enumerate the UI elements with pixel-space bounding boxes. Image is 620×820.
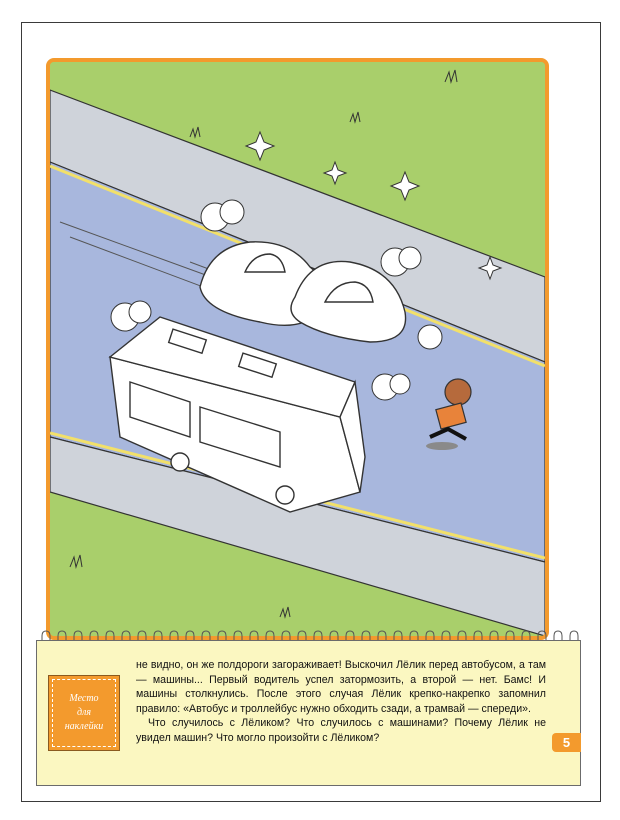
story-text (136, 658, 546, 746)
street-scene-drawing (50, 62, 545, 636)
page-number-tab (552, 733, 581, 752)
story-paragraph-1: не видно, он же полдороги загораживает! Выскочил Лёлик перед автобусом, а там — машины... Первый водитель успел затормозить, а второй — нет. Бамс! И машины столкнулись. После этого случая Лёлик крепко-накрепко запомнил правило: «Автобус и троллейбус нужно обходить сзади, а трамвай — спереди». (136, 659, 546, 715)
page-number: 5 (562, 735, 571, 750)
sticker-placeholder-label: Место для наклейки (64, 693, 104, 732)
sticker-placeholder[interactable] (48, 675, 120, 751)
sticker-placeholder-border (52, 679, 116, 747)
illustration (46, 58, 549, 640)
story-paragraph-2: Что случилось с Лёликом? Что случилось с машинами? Почему Лёлик не увидел машин? Что могло произойти с Лёликом? (136, 717, 546, 744)
